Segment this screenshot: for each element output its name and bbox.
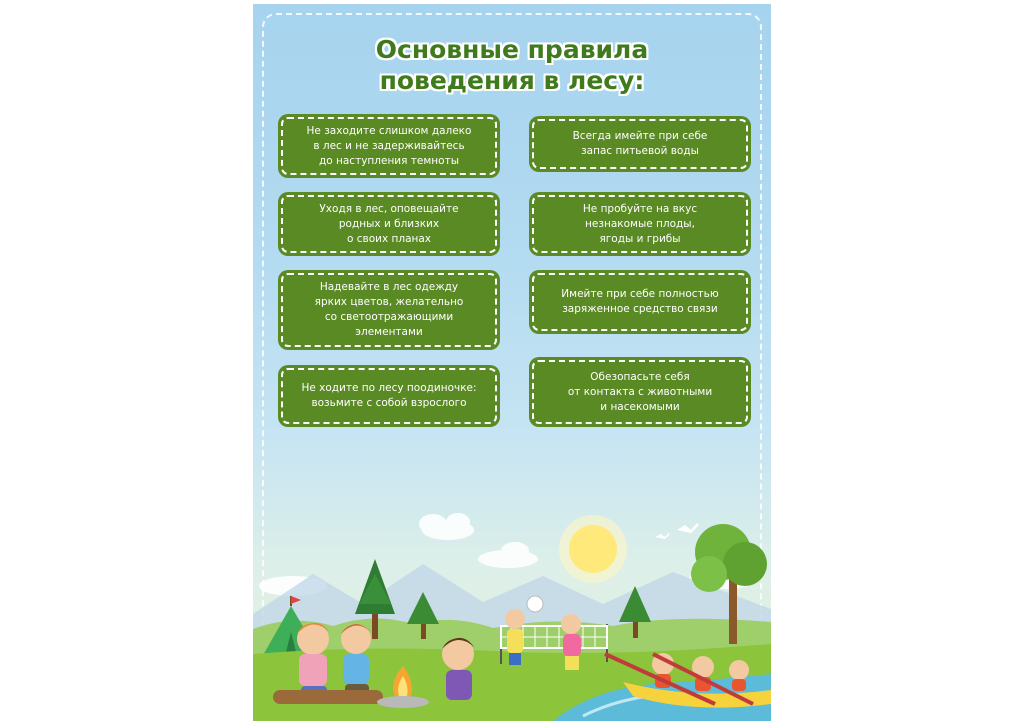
- rule-card-1: Не заходите слишком далеко в лес и не задерживайтесь до наступления темноты: [281, 117, 497, 175]
- rule-card-7: Не ходите по лесу поодиночке: возьмите с собой взрослого: [281, 368, 497, 424]
- poster: [253, 4, 771, 721]
- rule-card-3: Уходя в лес, оповещайте родных и близких о своих планах: [281, 195, 497, 253]
- ball-icon: [527, 596, 543, 612]
- rule-card-6: Имейте при себе полностью заряженное средство связи: [532, 273, 748, 331]
- title-line-2: поведения в лесу:: [379, 66, 645, 95]
- rule-card-2: Всегда имейте при себе запас питьевой воды: [532, 119, 748, 169]
- poster-title: [253, 34, 771, 96]
- log: [273, 690, 383, 704]
- rule-card-5: Надевайте в лес одежду ярких цветов, желательно со светоотражающими элементами: [281, 273, 497, 347]
- title-line-1: Основные правила: [375, 35, 649, 64]
- rule-card-8: Обезопасьте себя от контакта с животными и насекомыми: [532, 360, 748, 424]
- sun-icon: [559, 515, 627, 583]
- rule-card-4: Не пробуйте на вкус незнакомые плоды, ягоды и грибы: [532, 195, 748, 253]
- camping-illustration: [253, 504, 771, 721]
- bird-icon: [677, 523, 699, 533]
- bird-icon: [655, 533, 670, 539]
